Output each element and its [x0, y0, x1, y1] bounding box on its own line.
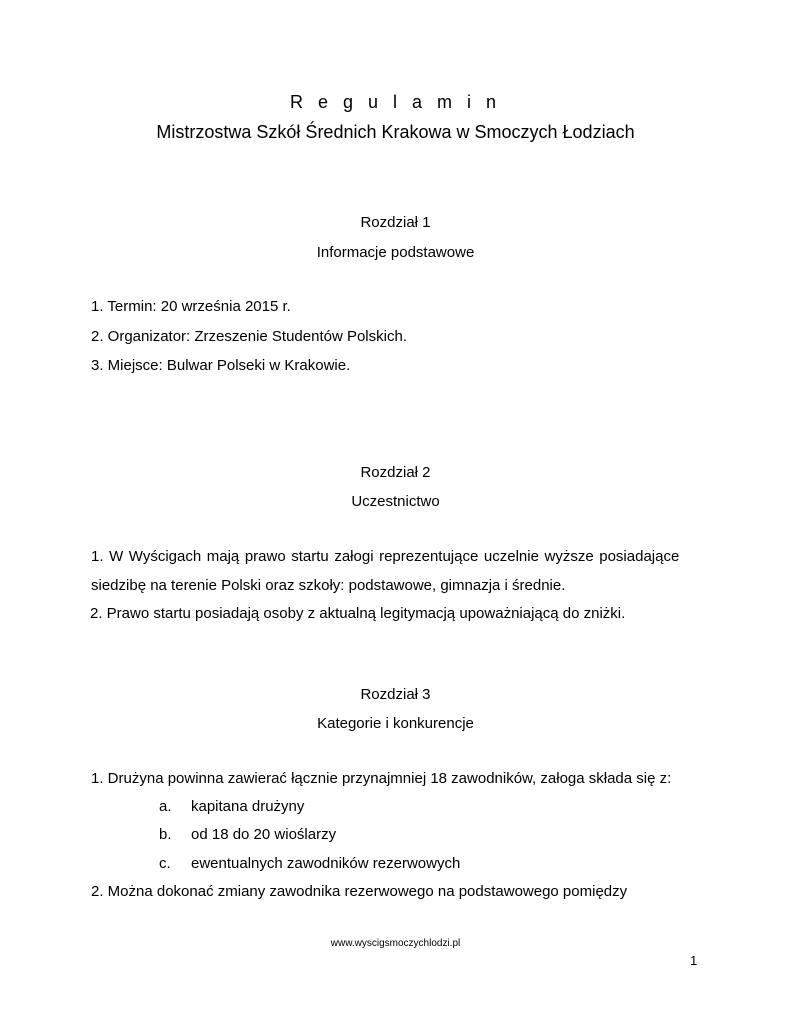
sub-item-text: od 18 do 20 wioślarzy: [191, 826, 337, 843]
sub-item: [159, 798, 304, 815]
sub-item-label: b.: [159, 826, 172, 843]
document-title: R e g u l a m i n: [289, 92, 502, 112]
footer-url: www.wyscigsmoczychlodzi.pl: [330, 938, 461, 949]
sub-item: [159, 855, 460, 872]
chapter-2-item-continuation: siedzibę na terenie Polski oraz szkoły: podstawowe, gimnazja i średnie.: [91, 577, 566, 594]
chapter-1-item: 3. Miejsce: Bulwar Polseki w Krakowie.: [91, 357, 351, 374]
chapter-1-item: 1. Termin: 20 września 2015 r.: [91, 298, 291, 315]
chapter-3-heading: Rozdział 3: [360, 686, 431, 703]
sub-item-text: kapitana drużyny: [191, 798, 305, 815]
chapter-3-name: Kategorie i konkurencje: [317, 715, 474, 732]
chapter-1-item: 2. Organizator: Zrzeszenie Studentów Polskich.: [91, 328, 407, 345]
chapter-1-heading: Rozdział 1: [360, 214, 431, 231]
sub-item-label: a.: [159, 798, 172, 815]
chapter-2-heading: Rozdział 2: [360, 464, 431, 481]
chapter-3-item: 1. Drużyna powinna zawierać łącznie przynajmniej 18 zawodników, załoga składa się z:: [91, 770, 672, 787]
page-number: 1: [690, 953, 698, 968]
chapter-1-name: Informacje podstawowe: [316, 244, 475, 261]
document-subtitle: Mistrzostwa Szkół Średnich Krakowa w Smoczych Łodziach: [156, 122, 635, 142]
chapter-3-item: 2. Można dokonać zmiany zawodnika rezerwowego na podstawowego pomiędzy: [91, 883, 628, 900]
chapter-2-name: Uczestnictwo: [351, 493, 440, 510]
sub-item-text: ewentualnych zawodników rezerwowych: [191, 855, 461, 872]
chapter-2-item: 2. Prawo startu posiadają osoby z aktualną legitymacją upoważniającą do zniżki.: [90, 605, 626, 622]
chapter-2-item: 1. W Wyścigach mają prawo startu załogi reprezentujące uczelnie wyższe posiadające: [91, 548, 680, 565]
sub-item: [159, 826, 336, 843]
sub-item-label: c.: [159, 855, 171, 872]
